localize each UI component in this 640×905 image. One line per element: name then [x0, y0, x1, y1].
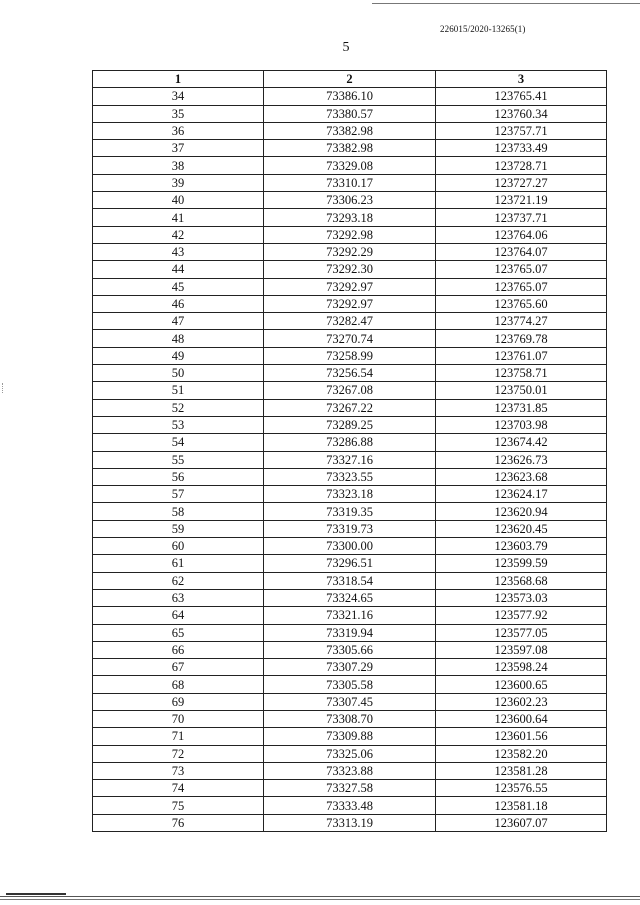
x-coordinate-cell: 73313.19 — [264, 814, 436, 831]
y-coordinate-cell: 123758.71 — [436, 365, 607, 382]
table-row — [93, 607, 607, 624]
y-coordinate-cell: 123620.94 — [436, 503, 607, 520]
y-coordinate-cell: 123764.06 — [436, 226, 607, 243]
table-row — [93, 192, 607, 209]
point-number-cell: 36 — [93, 122, 264, 139]
point-number-cell: 39 — [93, 174, 264, 191]
y-coordinate-cell: 123737.71 — [436, 209, 607, 226]
x-coordinate-cell: 73292.29 — [264, 243, 436, 260]
table-row — [93, 209, 607, 226]
point-number-cell: 34 — [93, 88, 264, 105]
x-coordinate-cell: 73300.00 — [264, 538, 436, 555]
y-coordinate-cell: 123765.07 — [436, 261, 607, 278]
x-coordinate-cell: 73319.35 — [264, 503, 436, 520]
point-number-cell: 75 — [93, 797, 264, 814]
point-number-cell: 41 — [93, 209, 264, 226]
x-coordinate-cell: 73329.08 — [264, 157, 436, 174]
point-number-cell: 53 — [93, 416, 264, 433]
point-number-cell: 51 — [93, 382, 264, 399]
point-number-cell: 48 — [93, 330, 264, 347]
x-coordinate-cell: 73318.54 — [264, 572, 436, 589]
x-coordinate-cell: 73256.54 — [264, 365, 436, 382]
table-row — [93, 295, 607, 312]
y-coordinate-cell: 123626.73 — [436, 451, 607, 468]
point-number-cell: 57 — [93, 486, 264, 503]
y-coordinate-cell: 123774.27 — [436, 313, 607, 330]
x-coordinate-cell: 73258.99 — [264, 347, 436, 364]
y-coordinate-cell: 123577.05 — [436, 624, 607, 641]
table-row — [93, 157, 607, 174]
x-coordinate-cell: 73292.97 — [264, 278, 436, 295]
table-row — [93, 88, 607, 105]
table-row — [93, 814, 607, 831]
y-coordinate-cell: 123582.20 — [436, 745, 607, 762]
y-coordinate-cell: 123600.65 — [436, 676, 607, 693]
column-header: 2 — [264, 71, 436, 88]
table-row — [93, 624, 607, 641]
point-number-cell: 59 — [93, 520, 264, 537]
table-row — [93, 486, 607, 503]
x-coordinate-cell: 73292.97 — [264, 295, 436, 312]
column-header: 1 — [93, 71, 264, 88]
table-row — [93, 641, 607, 658]
y-coordinate-cell: 123607.07 — [436, 814, 607, 831]
table-row — [93, 589, 607, 606]
x-coordinate-cell: 73305.58 — [264, 676, 436, 693]
point-number-cell: 37 — [93, 140, 264, 157]
y-coordinate-cell: 123765.41 — [436, 88, 607, 105]
x-coordinate-cell: 73325.06 — [264, 745, 436, 762]
table-row — [93, 728, 607, 745]
y-coordinate-cell: 123761.07 — [436, 347, 607, 364]
x-coordinate-cell: 73382.98 — [264, 122, 436, 139]
point-number-cell: 43 — [93, 243, 264, 260]
table-row — [93, 797, 607, 814]
table-row — [93, 572, 607, 589]
y-coordinate-cell: 123765.60 — [436, 295, 607, 312]
y-coordinate-cell: 123620.45 — [436, 520, 607, 537]
point-number-cell: 56 — [93, 468, 264, 485]
table-row — [93, 347, 607, 364]
y-coordinate-cell: 123576.55 — [436, 780, 607, 797]
point-number-cell: 49 — [93, 347, 264, 364]
x-coordinate-cell: 73286.88 — [264, 434, 436, 451]
y-coordinate-cell: 123760.34 — [436, 105, 607, 122]
point-number-cell: 76 — [93, 814, 264, 831]
scan-edge-mark — [6, 893, 66, 895]
y-coordinate-cell: 123603.79 — [436, 538, 607, 555]
table-row — [93, 399, 607, 416]
y-coordinate-cell: 123674.42 — [436, 434, 607, 451]
point-number-cell: 66 — [93, 641, 264, 658]
x-coordinate-cell: 73296.51 — [264, 555, 436, 572]
point-number-cell: 40 — [93, 192, 264, 209]
point-number-cell: 45 — [93, 278, 264, 295]
x-coordinate-cell: 73282.47 — [264, 313, 436, 330]
x-coordinate-cell: 73292.30 — [264, 261, 436, 278]
top-rule — [372, 3, 640, 4]
point-number-cell: 54 — [93, 434, 264, 451]
table-row — [93, 365, 607, 382]
y-coordinate-cell: 123728.71 — [436, 157, 607, 174]
point-number-cell: 42 — [93, 226, 264, 243]
table-body — [93, 88, 607, 832]
table-row — [93, 330, 607, 347]
point-number-cell: 71 — [93, 728, 264, 745]
x-coordinate-cell: 73324.65 — [264, 589, 436, 606]
page-number: 5 — [342, 40, 350, 55]
table-row — [93, 434, 607, 451]
table-row — [93, 140, 607, 157]
y-coordinate-cell: 123601.56 — [436, 728, 607, 745]
x-coordinate-cell: 73323.18 — [264, 486, 436, 503]
table-row — [93, 313, 607, 330]
point-number-cell: 52 — [93, 399, 264, 416]
y-coordinate-cell: 123602.23 — [436, 693, 607, 710]
table-row — [93, 780, 607, 797]
x-coordinate-cell: 73308.70 — [264, 710, 436, 727]
y-coordinate-cell: 123731.85 — [436, 399, 607, 416]
table-row — [93, 243, 607, 260]
x-coordinate-cell: 73309.88 — [264, 728, 436, 745]
point-number-cell: 64 — [93, 607, 264, 624]
table-row — [93, 659, 607, 676]
point-number-cell: 67 — [93, 659, 264, 676]
y-coordinate-cell: 123600.64 — [436, 710, 607, 727]
x-coordinate-cell: 73327.58 — [264, 780, 436, 797]
x-coordinate-cell: 73319.73 — [264, 520, 436, 537]
x-coordinate-cell: 73333.48 — [264, 797, 436, 814]
y-coordinate-cell: 123577.92 — [436, 607, 607, 624]
point-number-cell: 60 — [93, 538, 264, 555]
x-coordinate-cell: 73386.10 — [264, 88, 436, 105]
x-coordinate-cell: 73319.94 — [264, 624, 436, 641]
x-coordinate-cell: 73380.57 — [264, 105, 436, 122]
point-number-cell: 62 — [93, 572, 264, 589]
point-number-cell: 44 — [93, 261, 264, 278]
y-coordinate-cell: 123623.68 — [436, 468, 607, 485]
table-row — [93, 122, 607, 139]
table-row — [93, 105, 607, 122]
x-coordinate-cell: 73267.08 — [264, 382, 436, 399]
y-coordinate-cell: 123727.27 — [436, 174, 607, 191]
table-row — [93, 745, 607, 762]
point-number-cell: 35 — [93, 105, 264, 122]
table-row — [93, 520, 607, 537]
x-coordinate-cell: 73292.98 — [264, 226, 436, 243]
point-number-cell: 73 — [93, 762, 264, 779]
y-coordinate-cell: 123733.49 — [436, 140, 607, 157]
table-row — [93, 762, 607, 779]
y-coordinate-cell: 123721.19 — [436, 192, 607, 209]
table-row — [93, 468, 607, 485]
table-row — [93, 278, 607, 295]
y-coordinate-cell: 123597.08 — [436, 641, 607, 658]
table-row — [93, 261, 607, 278]
y-coordinate-cell: 123764.07 — [436, 243, 607, 260]
point-number-cell: 58 — [93, 503, 264, 520]
point-number-cell: 69 — [93, 693, 264, 710]
y-coordinate-cell: 123703.98 — [436, 416, 607, 433]
table-row — [93, 451, 607, 468]
table-row — [93, 710, 607, 727]
y-coordinate-cell: 123769.78 — [436, 330, 607, 347]
column-header: 3 — [436, 71, 607, 88]
point-number-cell: 68 — [93, 676, 264, 693]
y-coordinate-cell: 123599.59 — [436, 555, 607, 572]
table-row — [93, 538, 607, 555]
x-coordinate-cell: 73307.29 — [264, 659, 436, 676]
point-number-cell: 70 — [93, 710, 264, 727]
x-coordinate-cell: 73321.16 — [264, 607, 436, 624]
x-coordinate-cell: 73323.55 — [264, 468, 436, 485]
x-coordinate-cell: 73305.66 — [264, 641, 436, 658]
y-coordinate-cell: 123598.24 — [436, 659, 607, 676]
point-number-cell: 63 — [93, 589, 264, 606]
table-row — [93, 676, 607, 693]
point-number-cell: 55 — [93, 451, 264, 468]
y-coordinate-cell: 123581.28 — [436, 762, 607, 779]
scan-edge — [0, 896, 640, 900]
point-number-cell: 46 — [93, 295, 264, 312]
point-number-cell: 72 — [93, 745, 264, 762]
x-coordinate-cell: 73267.22 — [264, 399, 436, 416]
x-coordinate-cell: 73327.16 — [264, 451, 436, 468]
table-row — [93, 416, 607, 433]
y-coordinate-cell: 123624.17 — [436, 486, 607, 503]
table-row — [93, 382, 607, 399]
table-row — [93, 174, 607, 191]
x-coordinate-cell: 73323.88 — [264, 762, 436, 779]
point-number-cell: 61 — [93, 555, 264, 572]
coordinates-table — [92, 70, 607, 832]
table-row — [93, 503, 607, 520]
table-header-row — [93, 71, 607, 88]
document-reference: 226015/2020-13265(1) — [440, 24, 526, 34]
point-number-cell: 74 — [93, 780, 264, 797]
scan-mark — [2, 383, 4, 393]
x-coordinate-cell: 73293.18 — [264, 209, 436, 226]
x-coordinate-cell: 73307.45 — [264, 693, 436, 710]
point-number-cell: 47 — [93, 313, 264, 330]
x-coordinate-cell: 73270.74 — [264, 330, 436, 347]
y-coordinate-cell: 123765.07 — [436, 278, 607, 295]
x-coordinate-cell: 73289.25 — [264, 416, 436, 433]
point-number-cell: 38 — [93, 157, 264, 174]
point-number-cell: 50 — [93, 365, 264, 382]
y-coordinate-cell: 123573.03 — [436, 589, 607, 606]
x-coordinate-cell: 73306.23 — [264, 192, 436, 209]
x-coordinate-cell: 73382.98 — [264, 140, 436, 157]
x-coordinate-cell: 73310.17 — [264, 174, 436, 191]
y-coordinate-cell: 123568.68 — [436, 572, 607, 589]
table-row — [93, 555, 607, 572]
y-coordinate-cell: 123581.18 — [436, 797, 607, 814]
point-number-cell: 65 — [93, 624, 264, 641]
y-coordinate-cell: 123757.71 — [436, 122, 607, 139]
table-row — [93, 693, 607, 710]
y-coordinate-cell: 123750.01 — [436, 382, 607, 399]
table-row — [93, 226, 607, 243]
